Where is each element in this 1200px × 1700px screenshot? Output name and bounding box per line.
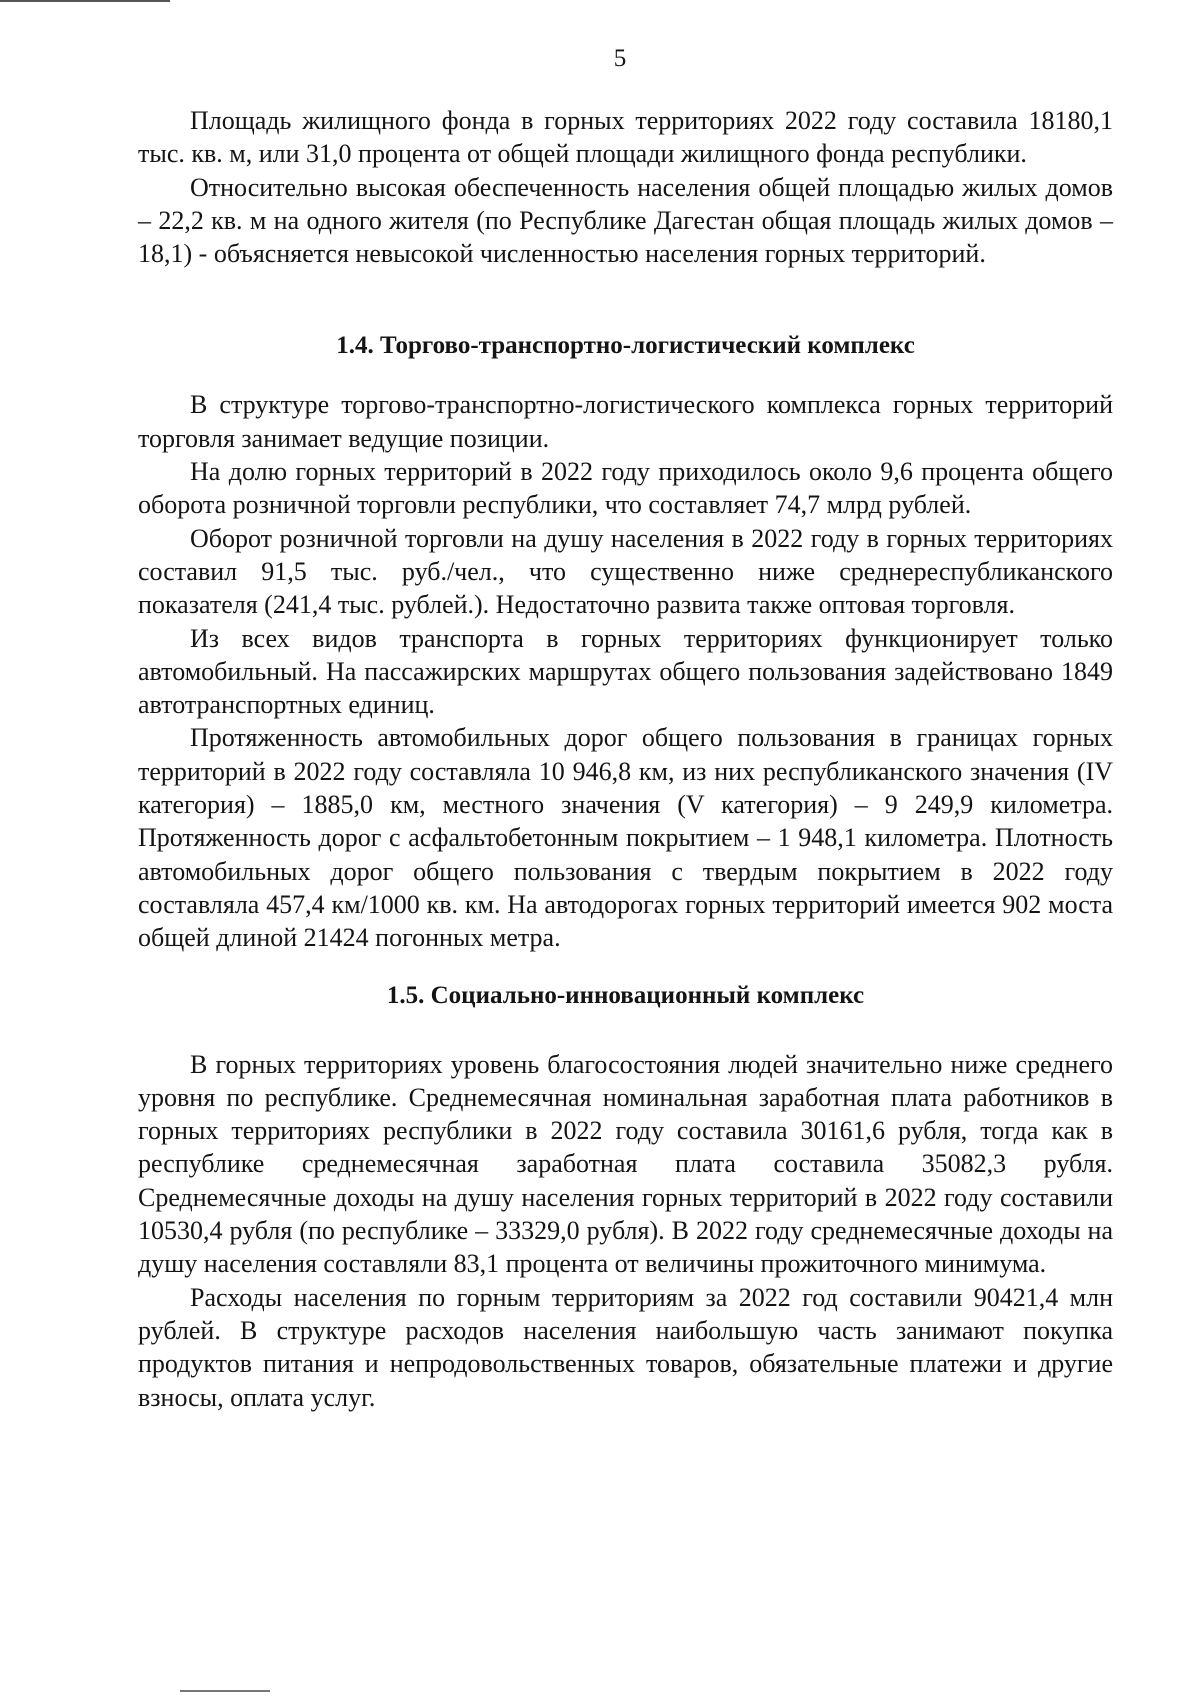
scan-edge-mark xyxy=(180,1690,270,1692)
section-heading: 1.5. Социально-инновационный комплекс xyxy=(386,981,865,1009)
paragraph: Расходы населения по горным территориям за 2022 год составили 90421,4 млн рублей. В структуре расходов населения наибольшую часть занимают покупка продуктов питания и непродовольственных товаров, обязательные платежи и другие взносы, оплата услуг. xyxy=(138,1282,1113,1412)
paragraph: Оборот розничной торговли на душу населения в 2022 году в горных территориях составил 91,5 тыс. руб./чел., что существенно ниже среднереспубликанского показателя (241,4 тыс. рублей.). Недостаточно развита также оптовая торговля. xyxy=(138,523,1113,620)
page-number: 5 xyxy=(613,45,627,72)
paragraph: На долю горных территорий в 2022 году приходилось около 9,6 процента общего оборота розничной торговли республики, что составляет 74,7 млрд рублей. xyxy=(138,457,1113,520)
document-body xyxy=(138,104,1113,1414)
paragraph: Относительно высокая обеспеченность населения общей площадью жилых домов – 22,2 кв. м на одного жителя (по Республике Дагестан общая площадь жилых домов – 18,1) - объясняется невысокой численностью населения горных территорий. xyxy=(138,172,1113,269)
section-heading: 1.4. Торгово-транспортно-логистический комплекс xyxy=(336,332,915,360)
paragraph: Площадь жилищного фонда в горных территориях 2022 году составила 18180,1 тыс. кв. м, или 31,0 процента от общей площади жилищного фонда республики. xyxy=(138,106,1113,169)
scan-edge-mark xyxy=(0,0,170,2)
paragraph: В структуре торгово-транспортно-логистического комплекса горных территорий торговля занимает ведущие позиции. xyxy=(138,390,1113,453)
paragraph: Из всех видов транспорта в горных территориях функционирует только автомобильный. На пассажирских маршрутах общего пользования задействовано 1849 автотранспортных единиц. xyxy=(138,623,1113,720)
paragraph: Протяженность автомобильных дорог общего пользования в границах горных территорий в 2022 году составляла 10 946,8 км, из них республиканского значения (IV категория) – 1885,0 км, местного значения (V категория) – 9 249,9 километра. Протяженность дорог с асфальтобетонным покрытием – 1 948,1 километра. Плотность автомобильных дорог общего пользования с твердым покрытием в 2022 году составляла 457,4 км/1000 кв. км. На автодорогах горных территорий имеется 902 моста общей длиной 21424 погонных метра. xyxy=(138,723,1113,953)
paragraph: В горных территориях уровень благосостояния людей значительно ниже среднего уровня по республике. Среднемесячная номинальная заработная плата работников в горных территориях республики в 2022 году составила 30161,6 рубля, тогда как в республике среднемесячная заработная плата составила 35082,3 рубля. Среднемесячные доходы на душу населения горных территорий в 2022 году составили 10530,4 рубля (по республике – 33329,0 рубля). В 2022 году среднемесячные доходы на душу населения составляли 83,1 процента от величины прожиточного минимума. xyxy=(138,1049,1113,1279)
